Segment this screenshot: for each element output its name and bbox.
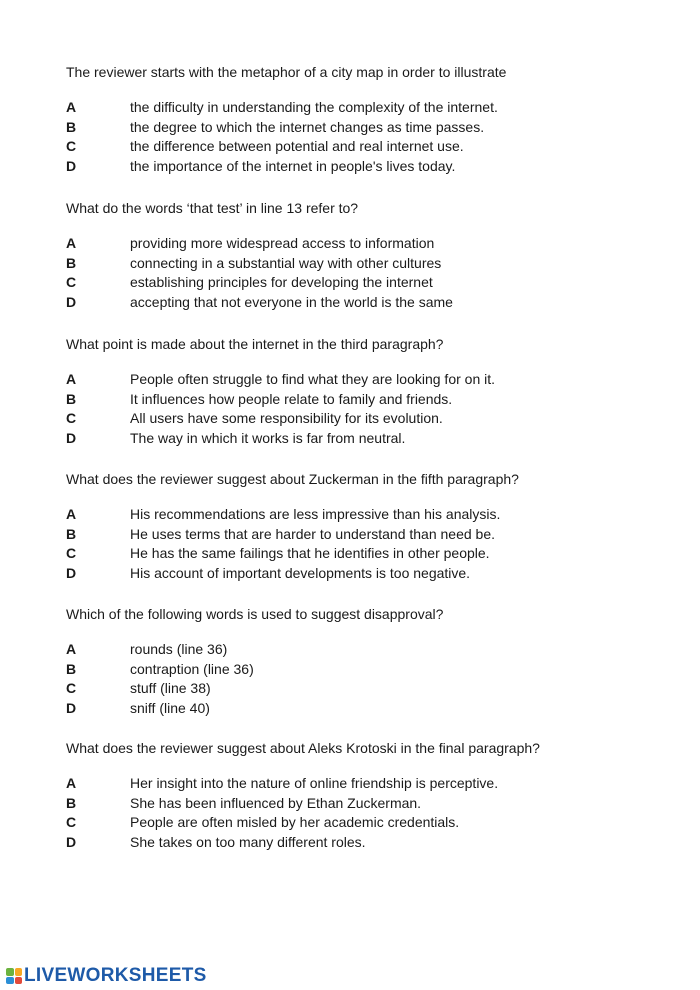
option-d[interactable] bbox=[66, 833, 686, 853]
option-text: His account of important developments is too negative. bbox=[130, 564, 471, 581]
question-4 bbox=[66, 471, 686, 583]
liveworksheets-logo[interactable] bbox=[6, 962, 207, 990]
option-text: She has been influenced by Ethan Zuckerman. bbox=[130, 794, 422, 811]
option-text: rounds (line 36) bbox=[130, 641, 228, 657]
option-letter: A bbox=[66, 641, 77, 657]
option-text: stuff (line 38) bbox=[130, 680, 211, 696]
option-a[interactable] bbox=[66, 234, 686, 254]
option-letter: D bbox=[66, 293, 77, 310]
option-letter: C bbox=[66, 814, 77, 830]
option-a[interactable] bbox=[66, 98, 686, 118]
option-text: the difference between potential and real internet use. bbox=[130, 138, 464, 154]
option-letter: B bbox=[66, 254, 77, 271]
option-text: the difficulty in understanding the complexity of the internet. bbox=[130, 99, 498, 115]
option-a[interactable] bbox=[66, 774, 686, 794]
option-c[interactable] bbox=[66, 679, 686, 699]
option-a[interactable] bbox=[66, 640, 686, 660]
question-stem: What point is made about the internet in the third paragraph? bbox=[66, 336, 444, 352]
option-letter: B bbox=[66, 118, 77, 135]
option-text: It influences how people relate to family and friends. bbox=[130, 390, 453, 407]
option-list bbox=[66, 774, 686, 852]
option-text: the importance of the internet in people's lives today. bbox=[130, 157, 456, 174]
option-letter: B bbox=[66, 660, 77, 677]
option-a[interactable] bbox=[66, 505, 686, 525]
option-text: He uses terms that are harder to understand than need be. bbox=[130, 525, 496, 542]
question-6 bbox=[66, 740, 686, 852]
option-d[interactable] bbox=[66, 429, 686, 449]
question-stem: What do the words ‘that test’ in line 13 refer to? bbox=[66, 200, 359, 216]
option-letter: C bbox=[66, 138, 77, 154]
option-letter: A bbox=[66, 235, 77, 251]
option-b[interactable] bbox=[66, 525, 686, 545]
option-d[interactable] bbox=[66, 293, 686, 313]
option-c[interactable] bbox=[66, 409, 686, 429]
option-b[interactable] bbox=[66, 660, 686, 680]
option-b[interactable] bbox=[66, 390, 686, 410]
option-list bbox=[66, 640, 686, 718]
option-text: His recommendations are less impressive than his analysis. bbox=[130, 506, 501, 522]
option-text: connecting in a substantial way with other cultures bbox=[130, 254, 442, 271]
option-c[interactable] bbox=[66, 273, 686, 293]
option-letter: D bbox=[66, 157, 77, 174]
option-c[interactable] bbox=[66, 137, 686, 157]
option-c[interactable] bbox=[66, 544, 686, 564]
option-text: accepting that not everyone in the world is the same bbox=[130, 293, 453, 310]
option-letter: C bbox=[66, 545, 77, 561]
question-5 bbox=[66, 606, 686, 718]
option-list bbox=[66, 98, 686, 176]
option-b[interactable] bbox=[66, 118, 686, 138]
option-text: She takes on too many different roles. bbox=[130, 833, 366, 850]
question-stem: The reviewer starts with the metaphor of a city map in order to illustrate bbox=[66, 64, 507, 80]
option-letter: D bbox=[66, 699, 77, 716]
option-text: sniff (line 40) bbox=[130, 699, 210, 716]
option-d[interactable] bbox=[66, 564, 686, 584]
question-3 bbox=[66, 336, 686, 448]
option-letter: B bbox=[66, 390, 77, 407]
option-d[interactable] bbox=[66, 699, 686, 719]
option-text: the degree to which the internet changes as time passes. bbox=[130, 118, 485, 135]
option-c[interactable] bbox=[66, 813, 686, 833]
question-1 bbox=[66, 64, 686, 176]
option-letter: D bbox=[66, 833, 77, 850]
option-list bbox=[66, 505, 686, 583]
option-letter: D bbox=[66, 429, 77, 446]
option-a[interactable] bbox=[66, 370, 686, 390]
question-stem: Which of the following words is used to suggest disapproval? bbox=[66, 606, 444, 622]
option-b[interactable] bbox=[66, 254, 686, 274]
option-letter: A bbox=[66, 506, 77, 522]
option-text: All users have some responsibility for its evolution. bbox=[130, 410, 443, 426]
option-text: Her insight into the nature of online friendship is perceptive. bbox=[130, 775, 499, 791]
option-text: People are often misled by her academic credentials. bbox=[130, 814, 460, 830]
option-letter: A bbox=[66, 371, 77, 387]
option-text: People often struggle to find what they are looking for on it. bbox=[130, 371, 496, 387]
option-letter: B bbox=[66, 794, 77, 811]
liveworksheets-logo-icon bbox=[6, 968, 22, 984]
option-letter: C bbox=[66, 680, 77, 696]
option-b[interactable] bbox=[66, 794, 686, 814]
question-stem: What does the reviewer suggest about Zuckerman in the fifth paragraph? bbox=[66, 471, 519, 487]
option-text: establishing principles for developing the internet bbox=[130, 274, 433, 290]
option-text: contraption (line 36) bbox=[130, 660, 254, 677]
option-letter: D bbox=[66, 564, 77, 581]
option-list bbox=[66, 234, 686, 312]
option-list bbox=[66, 370, 686, 448]
question-stem: What does the reviewer suggest about Aleks Krotoski in the final paragraph? bbox=[66, 740, 540, 756]
option-text: He has the same failings that he identifies in other people. bbox=[130, 545, 490, 561]
option-text: The way in which it works is far from neutral. bbox=[130, 429, 406, 446]
option-letter: C bbox=[66, 274, 77, 290]
option-letter: B bbox=[66, 525, 77, 542]
option-d[interactable] bbox=[66, 157, 686, 177]
option-letter: C bbox=[66, 410, 77, 426]
question-2 bbox=[66, 200, 686, 312]
option-text: providing more widespread access to information bbox=[130, 235, 435, 251]
logo-text: LIVEWORKSHEETS bbox=[24, 965, 207, 986]
option-letter: A bbox=[66, 99, 77, 115]
option-letter: A bbox=[66, 775, 77, 791]
